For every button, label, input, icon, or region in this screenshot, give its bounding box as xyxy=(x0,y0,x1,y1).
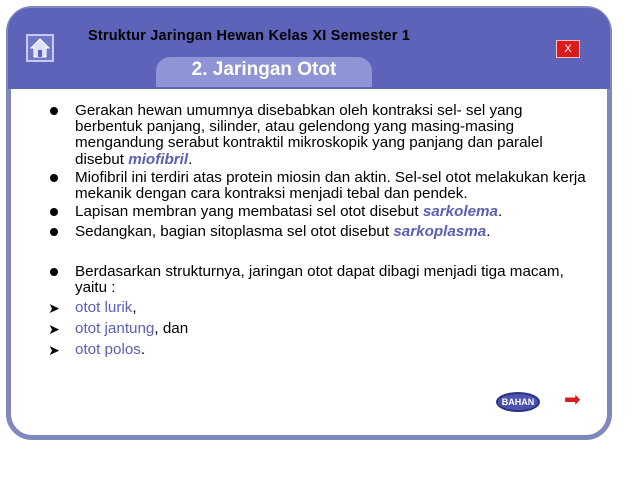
bullet-item xyxy=(46,170,594,202)
slide-title: Struktur Jaringan Hewan Kelas XI Semester 1 xyxy=(88,28,411,44)
bullet-dot-icon xyxy=(46,170,62,186)
bullet-item xyxy=(46,103,594,168)
home-button[interactable] xyxy=(26,34,54,62)
type-link-polos[interactable]: otot polos xyxy=(75,341,141,359)
bullet-dot-icon xyxy=(46,264,62,280)
arrow-bullet-icon: ➤ xyxy=(48,321,60,338)
close-button[interactable]: X xyxy=(556,40,580,58)
bullet-dot-icon xyxy=(46,204,62,220)
next-arrow-icon[interactable]: ➡ xyxy=(564,389,581,411)
term-sarkolema: sarkolema xyxy=(422,203,498,221)
slide-content xyxy=(46,103,594,359)
bullet-text-end: . xyxy=(188,150,193,168)
bullet-text-end: . xyxy=(497,203,503,221)
list-item xyxy=(46,342,594,358)
list-item xyxy=(46,321,594,337)
bullet-item xyxy=(46,264,594,296)
term-miofibril: miofibril xyxy=(128,150,189,168)
bullet-item xyxy=(46,224,594,240)
bullet-text: Sedangkan, bagian sitoplasma sel otot disebut xyxy=(75,223,394,241)
type-link-jantung[interactable]: otot jantung xyxy=(75,320,155,338)
bullet-text-end: . xyxy=(486,223,491,241)
bullet-item xyxy=(46,204,594,220)
list-suffix: , dan xyxy=(154,320,189,338)
arrow-bullet-icon: ➤ xyxy=(48,300,60,317)
bullet-dot-icon xyxy=(46,103,62,119)
list-item xyxy=(46,300,594,316)
arrow-bullet-icon: ➤ xyxy=(48,342,60,359)
bullet-text: Berdasarkan strukturnya, jaringan otot dapat dibagi menjadi tiga macam, yaitu : xyxy=(75,262,564,296)
bahan-nav-button[interactable]: BAHAN xyxy=(496,392,540,412)
list-suffix: . xyxy=(140,341,146,359)
home-icon xyxy=(28,36,52,60)
bullet-dot-icon xyxy=(46,224,62,240)
bullet-text: Gerakan hewan umumnya disebabkan oleh kontraksi sel- sel yang berbentuk panjang, silinder, atau gelendong yang masing-masing mengandung serabut kontraktil mikroskopik yang panjang dan paralel disebut xyxy=(75,102,543,168)
term-sarkoplasma: sarkoplasma xyxy=(393,223,487,241)
section-heading: 2. Jaringan Otot xyxy=(191,59,337,80)
bullet-text: Miofibril ini terdiri atas protein miosin dan aktin. Sel-sel otot melakukan kerja mekanik dengan cara kontraksi menjadi tebal dan pendek. xyxy=(75,168,586,203)
type-link-lurik[interactable]: otot lurik xyxy=(75,299,133,317)
list-suffix: , xyxy=(132,299,137,317)
bullet-text: Lapisan membran yang membatasi sel otot disebut xyxy=(75,203,423,221)
